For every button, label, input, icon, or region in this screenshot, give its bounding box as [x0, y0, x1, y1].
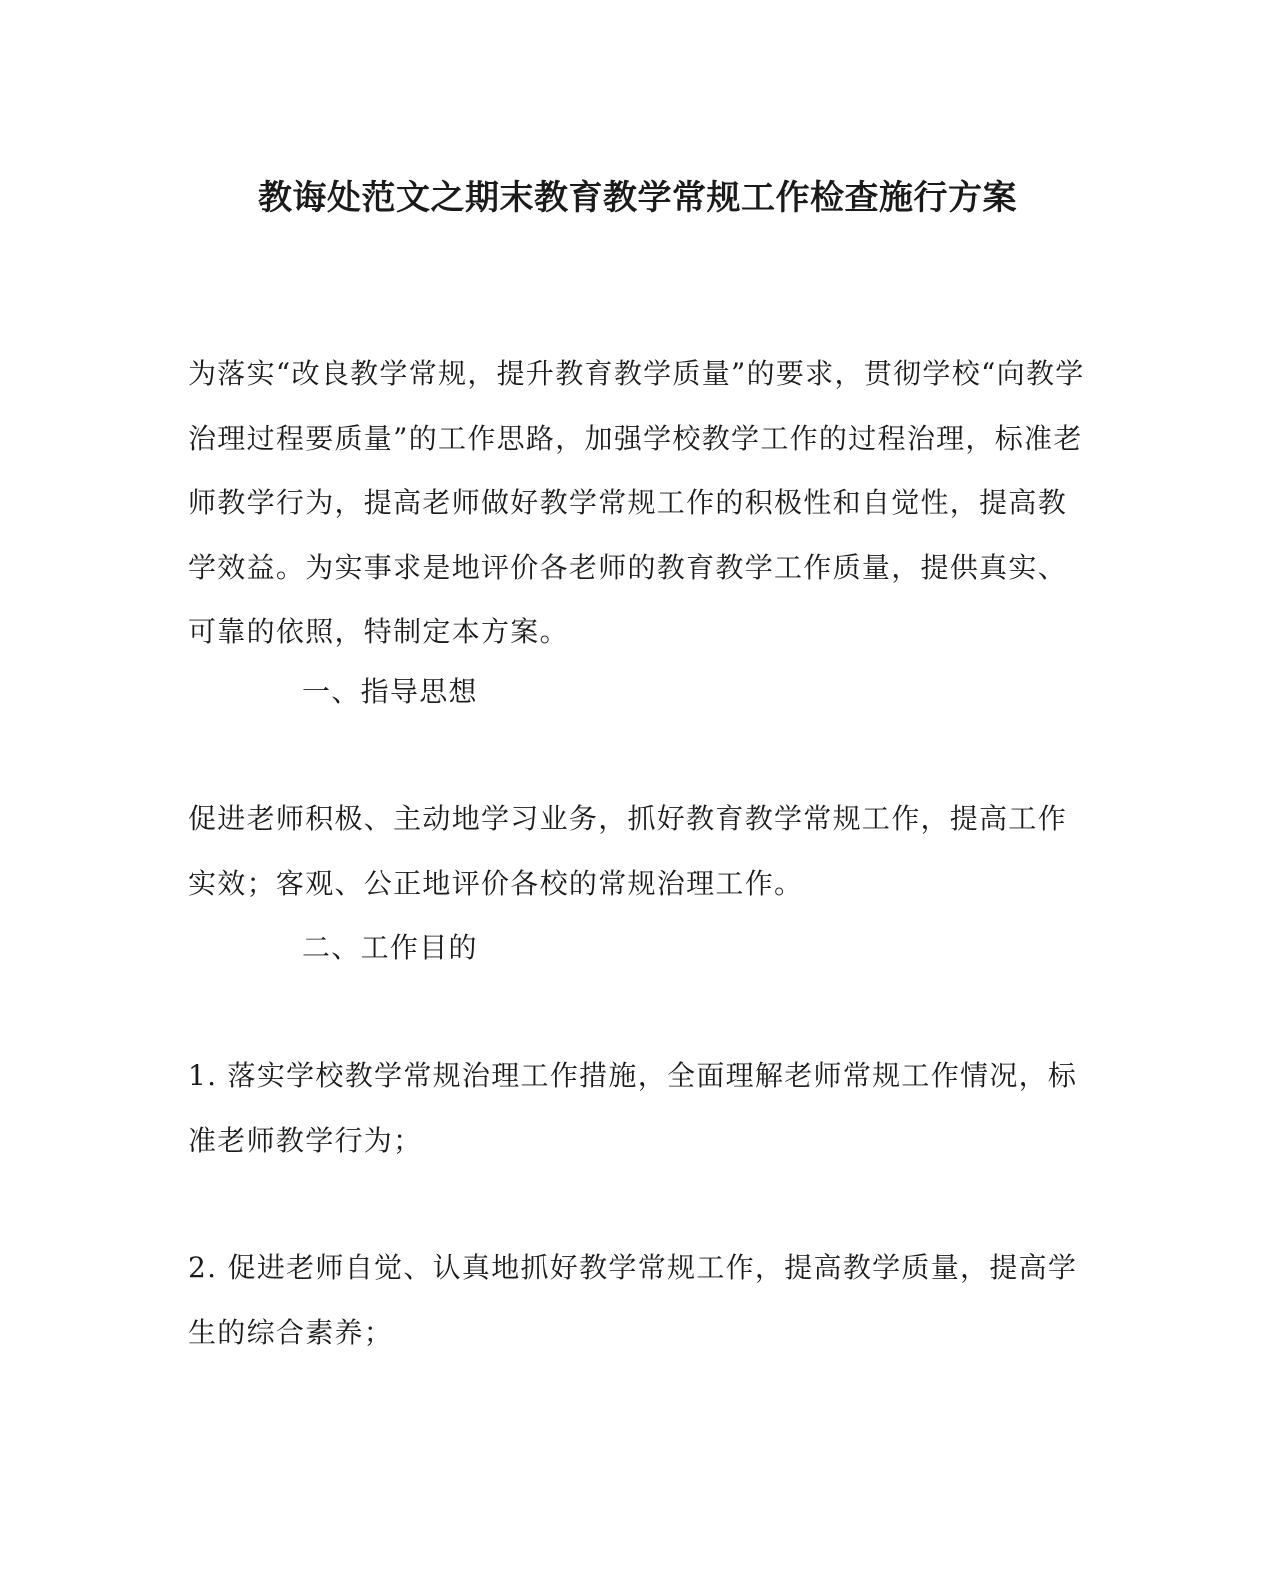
item1-paragraph	[188, 1044, 1077, 1173]
section1-line: 促进老师积极、主动地学习业务，抓好教育教学常规工作，提高工作	[188, 802, 1068, 835]
intro-line: 为落实“改良教学常规，提升教育教学质量”的要求，贯彻学校“向教学	[188, 357, 1085, 390]
document-title: 教诲处范文之期末教育教学常规工作检查施行方案	[258, 178, 1017, 218]
section-heading-work-purpose: 二、工作目的	[302, 931, 478, 964]
item1-line: 准老师教学行为；	[188, 1123, 423, 1157]
item2-paragraph	[188, 1236, 1077, 1365]
intro-line: 可靠的依照，特制定本方案。	[188, 615, 569, 648]
section-heading-guiding-ideology: 一、指导思想	[302, 675, 478, 708]
item2-line: 生的综合素养；	[188, 1315, 394, 1349]
item2-line: 2. 促进老师自觉、认真地抓好教学常规工作，提高教学质量，提高学	[188, 1251, 1078, 1284]
intro-line: 学效益。为实事求是地评价各老师的教育教学工作质量，提供真实、	[188, 550, 1068, 584]
intro-line: 师教学行为，提高老师做好教学常规工作的积极性和自觉性，提高教	[188, 486, 1068, 519]
item1-line: 1. 落实学校教学常规治理工作措施，全面理解老师常规工作情况，标	[188, 1059, 1078, 1092]
intro-paragraph	[188, 342, 1085, 665]
intro-line: 治理过程要质量”的工作思路，加强学校教学工作的过程治理，标准老	[188, 421, 1083, 455]
section1-line: 实效；客观、公正地评价各校的常规治理工作。	[188, 866, 804, 900]
section1-paragraph	[188, 787, 1067, 916]
